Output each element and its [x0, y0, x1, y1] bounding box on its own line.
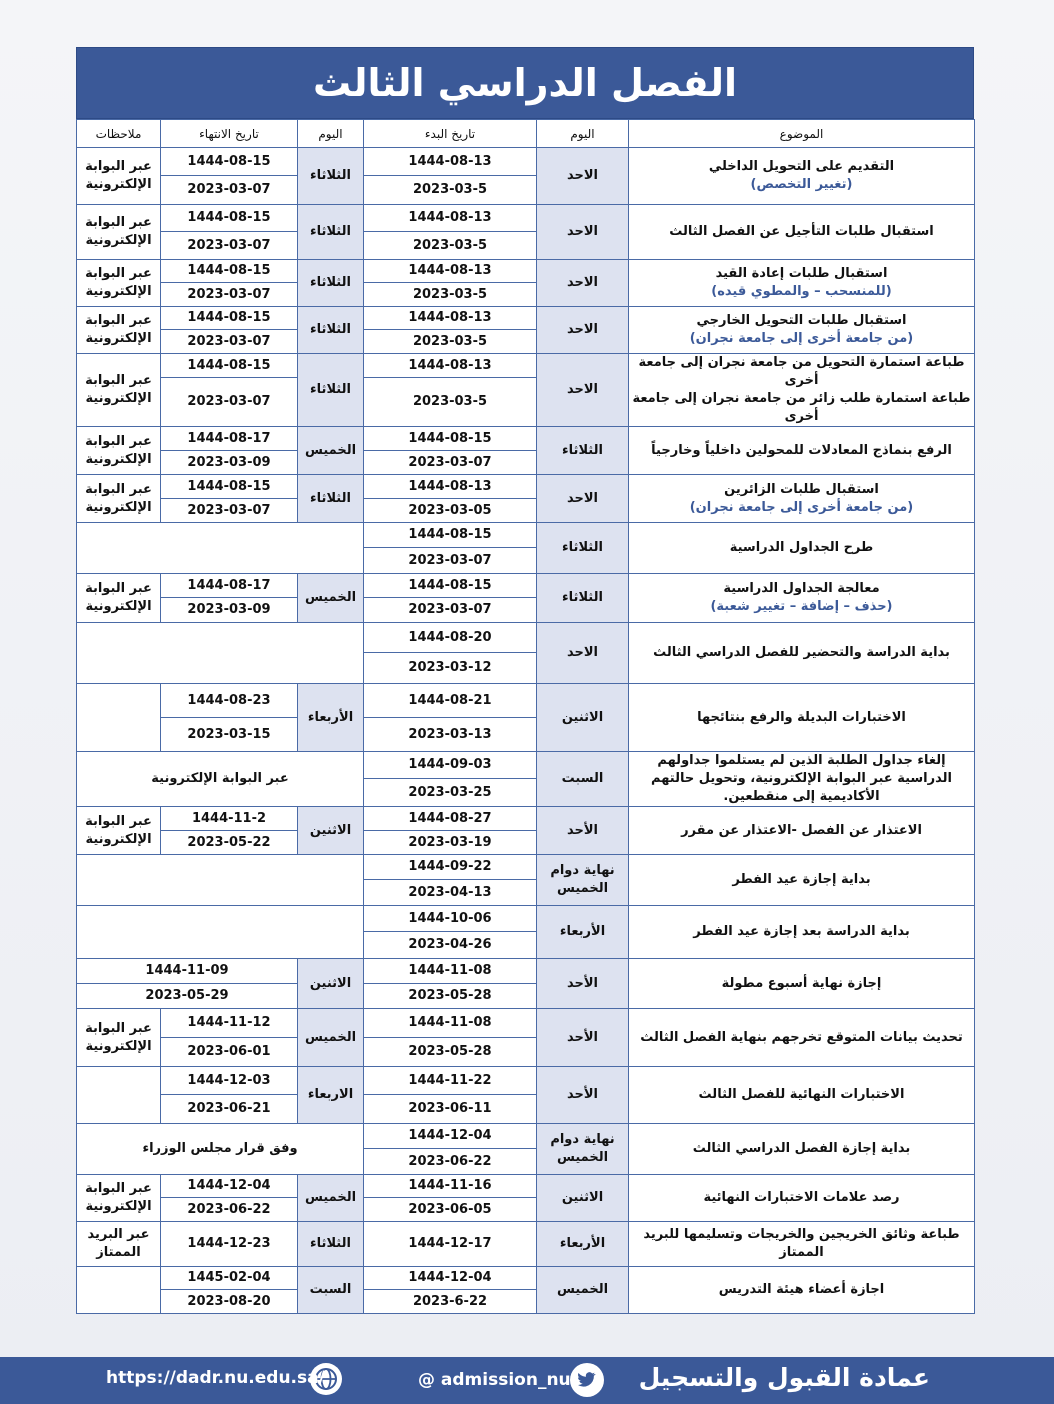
- start-date-hijri: 1444-09-03: [364, 752, 537, 779]
- start-day-cell: السبت: [537, 752, 629, 807]
- header-topic: الموضوع: [629, 120, 975, 148]
- merged-note-cell: وفق قرار مجلس الوزراء: [77, 1124, 364, 1175]
- start-date-hijri: 1444-08-20: [364, 623, 537, 653]
- start-date-hijri: 1444-08-21: [364, 684, 537, 718]
- topic-subtext: (حذف – إضافة – تغيير شعبة): [710, 599, 893, 614]
- start-date-gregorian: 2023-03-19: [364, 831, 537, 855]
- topic-text: طرح الجداول الدراسية: [729, 540, 874, 555]
- start-date-gregorian: 2023-04-26: [364, 932, 537, 959]
- header-start-date: تاريخ البدء: [364, 120, 537, 148]
- start-date-gregorian: 2023-06-22: [364, 1149, 537, 1175]
- table-row: [77, 574, 975, 598]
- topic-cell: [629, 959, 975, 1009]
- start-day-cell: الأحد: [537, 959, 629, 1009]
- table-row: [77, 855, 975, 880]
- start-day-cell: الأحد: [537, 1009, 629, 1067]
- topic-text: استقبال طلبات التحويل الخارجي: [696, 313, 907, 328]
- start-date-gregorian: 2023-03-13: [364, 718, 537, 752]
- table-row: [77, 354, 975, 378]
- notes-cell: عبر البوابة الإلكترونية: [77, 148, 161, 205]
- start-day-cell: الاحد: [537, 260, 629, 307]
- topic-cell: [629, 307, 975, 354]
- end-date-hijri: 1444-08-23: [161, 684, 298, 718]
- end-date-gregorian: 2023-03-09: [161, 451, 298, 475]
- topic-cell: [629, 1267, 975, 1314]
- merged-note-cell: عبر البوابة الإلكترونية: [77, 752, 364, 807]
- start-date-gregorian: 2023-03-5: [364, 330, 537, 354]
- start-day-cell: الاحد: [537, 623, 629, 684]
- notes-cell: [77, 1267, 161, 1314]
- topic-text: بداية إجازة الفصل الدراسي الثالث: [692, 1141, 911, 1156]
- topic-text: إلغاء جداول الطلبة الذين لم يستلموا جداولهم الدراسية عبر البوابة الإلكترونية، وتحويل حالتهم الأكاديمية إلى منقطعين.: [651, 753, 952, 804]
- end-day-cell: الخميس: [298, 1009, 364, 1067]
- start-date-hijri: 1444-08-13: [364, 205, 537, 232]
- end-day-cell: الثلاثاء: [298, 354, 364, 427]
- table-row: [77, 684, 975, 718]
- topic-text: بداية الدراسة والتحضير للفصل الدراسي الثالث: [653, 645, 950, 660]
- website-url[interactable]: https://dadr.nu.edu.sa/: [106, 1368, 325, 1388]
- start-date-gregorian: 2023-03-25: [364, 779, 537, 807]
- topic-text: استقبال طلبات التأجيل عن الفصل الثالث: [669, 224, 934, 239]
- table-row: [77, 1175, 975, 1198]
- start-date-gregorian: 2023-03-5: [364, 232, 537, 260]
- start-date-gregorian: 2023-06-11: [364, 1095, 537, 1124]
- start-day-cell: الخميس: [537, 1267, 629, 1314]
- page-title: الفصل الدراسي الثالث: [76, 47, 974, 119]
- topic-cell: [629, 752, 975, 807]
- topic-text: اجازة أعضاء هيئة التدريس: [718, 1282, 885, 1297]
- start-date-gregorian: 2023-6-22: [364, 1290, 537, 1314]
- start-day-cell: الاثنين: [537, 1175, 629, 1222]
- end-date-gregorian: 2023-06-21: [161, 1095, 298, 1124]
- start-date-gregorian: 2023-03-07: [364, 548, 537, 574]
- header-day: اليوم: [537, 120, 629, 148]
- end-day-cell: الاربعاء: [298, 1067, 364, 1124]
- end-day-cell: السبت: [298, 1267, 364, 1314]
- topic-subtext: (من جامعة أخرى إلى جامعة نجران): [689, 331, 914, 346]
- table-header-row: [77, 120, 975, 148]
- end-date-hijri: 1444-08-17: [161, 427, 298, 451]
- header-day2: اليوم: [298, 120, 364, 148]
- topic-cell: [629, 354, 975, 427]
- table-row: [77, 1009, 975, 1038]
- end-date-hijri: 1444-11-12: [161, 1009, 298, 1038]
- notes-cell: عبر البوابة الإلكترونية: [77, 1175, 161, 1222]
- end-day-cell: الثلاثاء: [298, 307, 364, 354]
- start-date-hijri: 1444-11-08: [364, 959, 537, 984]
- start-day-cell: الاحد: [537, 307, 629, 354]
- end-day-cell: الثلاثاء: [298, 260, 364, 307]
- table-row: [77, 1124, 975, 1149]
- end-day-cell: الثلاثاء: [298, 1222, 364, 1267]
- start-date-hijri: 1444-08-13: [364, 307, 537, 330]
- start-date-hijri: 1444-12-04: [364, 1267, 537, 1290]
- start-date-hijri: 1444-08-27: [364, 807, 537, 831]
- start-date-hijri: 1444-11-22: [364, 1067, 537, 1095]
- end-date-gregorian: 2023-06-01: [161, 1038, 298, 1067]
- topic-text: إجازة نهاية أسبوع مطولة: [721, 975, 882, 991]
- end-date-gregorian: 2023-05-22: [161, 831, 298, 855]
- end-date-gregorian: 2023-03-07: [161, 378, 298, 427]
- start-date-gregorian: 2023-03-5: [364, 176, 537, 205]
- table-row: [77, 1067, 975, 1095]
- topic-text: استقبال طلبات الزائرين: [724, 481, 879, 497]
- notes-cell: عبر البوابة الإلكترونية: [77, 1009, 161, 1067]
- end-day-cell: الخميس: [298, 427, 364, 475]
- header-notes: ملاحظات: [77, 120, 161, 148]
- topic-text: بداية إجازة عيد الفطر: [732, 872, 871, 887]
- topic-text: التقديم على التحويل الداخلي: [708, 159, 895, 174]
- start-date-hijri: 1444-12-17: [364, 1222, 537, 1267]
- notes-cell: عبر البوابة الإلكترونية: [77, 205, 161, 260]
- start-date-gregorian: 2023-03-07: [364, 451, 537, 475]
- end-day-cell: الخميس: [298, 1175, 364, 1222]
- table-row: [77, 523, 975, 548]
- notes-cell: عبر البوابة الإلكترونية: [77, 354, 161, 427]
- end-day-cell: الاثنين: [298, 807, 364, 855]
- start-date-hijri: 1444-08-13: [364, 475, 537, 499]
- topic-cell: [629, 623, 975, 684]
- topic-text: معالجة الجداول الدراسية: [723, 581, 880, 596]
- topic-text: الرفع بنماذج المعادلات للمحولين داخلياً وخارجياً: [651, 442, 952, 458]
- topic-cell: [629, 855, 975, 906]
- topic-subtext: (للمنسحب – والمطوي قيده): [711, 284, 892, 299]
- end-day-cell: الأربعاء: [298, 684, 364, 752]
- start-date-gregorian: 2023-04-13: [364, 880, 537, 906]
- notes-cell: [77, 1067, 161, 1124]
- end-date-gregorian: 2023-03-07: [161, 283, 298, 307]
- end-date-hijri: 1444-08-17: [161, 574, 298, 598]
- start-day-cell: الأحد: [537, 1067, 629, 1124]
- start-date-hijri: 1444-08-15: [364, 574, 537, 598]
- start-day-cell: الاحد: [537, 475, 629, 523]
- topic-cell: [629, 1222, 975, 1267]
- notes-cell: عبر البريد الممتاز: [77, 1222, 161, 1267]
- table-row: [77, 752, 975, 779]
- end-date-gregorian: 2023-03-07: [161, 330, 298, 354]
- topic-cell: [629, 260, 975, 307]
- start-date-hijri: 1444-08-13: [364, 148, 537, 176]
- notes-cell: عبر البوابة الإلكترونية: [77, 475, 161, 523]
- start-date-hijri: 1444-09-22: [364, 855, 537, 880]
- start-day-cell: الاحد: [537, 148, 629, 205]
- topic-cell: [629, 1124, 975, 1175]
- start-day-cell: الأربعاء: [537, 906, 629, 959]
- end-date-gregorian: 2023-03-15: [161, 718, 298, 752]
- topic-subtext: (من جامعة أخرى إلى جامعة نجران): [689, 499, 914, 515]
- start-date-hijri: 1444-08-15: [364, 523, 537, 548]
- merged-note-cell: [77, 623, 364, 684]
- start-date-gregorian: 2023-03-05: [364, 499, 537, 523]
- schedule-table: [76, 119, 975, 1314]
- end-day-cell: الاثنين: [298, 959, 364, 1009]
- end-date-hijri: 1444-08-15: [161, 205, 298, 232]
- topic-cell: [629, 475, 975, 523]
- start-day-cell: الأربعاء: [537, 1222, 629, 1267]
- start-date-gregorian: 2023-03-5: [364, 378, 537, 427]
- topic-cell: [629, 684, 975, 752]
- start-date-gregorian: 2023-03-12: [364, 653, 537, 684]
- end-date-hijri: 1444-08-15: [161, 354, 298, 378]
- table-row: [77, 906, 975, 932]
- start-date-gregorian: 2023-05-28: [364, 1038, 537, 1067]
- twitter-handle[interactable]: @ admission_nu: [418, 1370, 571, 1390]
- topic-text: الاختبارات النهائية للفصل الثالث: [698, 1087, 905, 1102]
- merged-note-cell: [77, 523, 364, 574]
- twitter-icon[interactable]: [570, 1363, 604, 1397]
- start-day-cell: الاثنين: [537, 684, 629, 752]
- table-row: [77, 307, 975, 330]
- topic-cell: [629, 1009, 975, 1067]
- start-day-cell: الثلاثاء: [537, 427, 629, 475]
- table-row: [77, 475, 975, 499]
- start-date-hijri: 1444-08-13: [364, 354, 537, 378]
- topic-text: تحديث بيانات المتوقع تخرجهم بنهاية الفصل الثالث: [640, 1029, 963, 1045]
- topic-text: رصد علامات الاختبارات النهائية: [703, 1190, 900, 1205]
- start-day-cell: نهاية دوام الخميس: [537, 1124, 629, 1175]
- calendar-sheet: [76, 47, 974, 1314]
- start-date-hijri: 1444-11-16: [364, 1175, 537, 1198]
- merged-note-cell: [77, 855, 364, 906]
- end-date-hijri: 1444-11-2: [161, 807, 298, 831]
- end-date-hijri: 1444-08-15: [161, 148, 298, 176]
- end-date-hijri: 1445-02-04: [161, 1267, 298, 1290]
- end-day-cell: الثلاثاء: [298, 148, 364, 205]
- notes-cell: عبر البوابة الإلكترونية: [77, 260, 161, 307]
- start-day-cell: الاحد: [537, 205, 629, 260]
- topic-cell: [629, 427, 975, 475]
- end-date-hijri: 1444-12-23: [161, 1222, 298, 1267]
- footer-bar: [0, 1357, 1054, 1404]
- start-date-gregorian: 2023-05-28: [364, 984, 537, 1009]
- start-day-cell: الاحد: [537, 354, 629, 427]
- start-day-cell: الثلاثاء: [537, 523, 629, 574]
- topic-text: طباعة وثائق الخريجين والخريجات وتسليمها للبريد الممتاز: [643, 1227, 960, 1260]
- end-date-hijri: 1444-11-09: [77, 959, 298, 984]
- topic-text: استقبال طلبات إعادة القيد: [715, 266, 888, 281]
- notes-cell: [77, 684, 161, 752]
- end-day-cell: الثلاثاء: [298, 475, 364, 523]
- table-row: [77, 623, 975, 653]
- header-end-date: تاريخ الانتهاء: [161, 120, 298, 148]
- start-day-cell: نهاية دوام الخميس: [537, 855, 629, 906]
- end-date-gregorian: 2023-03-07: [161, 176, 298, 205]
- topic-cell: [629, 523, 975, 574]
- topic-cell: [629, 1175, 975, 1222]
- end-date-gregorian: 2023-08-20: [161, 1290, 298, 1314]
- end-date-hijri: 1444-08-15: [161, 260, 298, 283]
- topic-text: الاعتذار عن الفصل -الاعتذار عن مقرر: [681, 822, 922, 838]
- topic-subtext: (تغيير التخصص): [750, 177, 853, 192]
- topic-second-line: طباعة استمارة طلب زائر من جامعة نجران إلى جامعة أخرى: [632, 391, 971, 424]
- start-date-hijri: 1444-08-13: [364, 260, 537, 283]
- topic-cell: [629, 574, 975, 623]
- footer-brand: عمادة القبول والتسجيل: [638, 1363, 930, 1392]
- end-date-gregorian: 2023-05-29: [77, 984, 298, 1009]
- table-row: [77, 205, 975, 232]
- table-row: [77, 807, 975, 831]
- start-date-hijri: 1444-12-04: [364, 1124, 537, 1149]
- topic-cell: [629, 148, 975, 205]
- topic-text: الاختبارات البديلة والرفع بنتائجها: [697, 709, 906, 725]
- end-date-hijri: 1444-08-15: [161, 475, 298, 499]
- topic-cell: [629, 205, 975, 260]
- table-row: [77, 427, 975, 451]
- start-date-hijri: 1444-08-15: [364, 427, 537, 451]
- topic-cell: [629, 906, 975, 959]
- end-date-hijri: 1444-12-03: [161, 1067, 298, 1095]
- end-date-gregorian: 2023-03-07: [161, 499, 298, 523]
- table-row: [77, 959, 975, 984]
- end-date-gregorian: 2023-03-07: [161, 232, 298, 260]
- notes-cell: عبر البوابة الإلكترونية: [77, 807, 161, 855]
- end-day-cell: الثلاثاء: [298, 205, 364, 260]
- start-date-gregorian: 2023-03-5: [364, 283, 537, 307]
- end-date-hijri: 1444-08-15: [161, 307, 298, 330]
- end-day-cell: الخميس: [298, 574, 364, 623]
- end-date-hijri: 1444-12-04: [161, 1175, 298, 1198]
- end-date-gregorian: 2023-03-09: [161, 598, 298, 623]
- topic-cell: [629, 807, 975, 855]
- notes-cell: عبر البوابة الإلكترونية: [77, 427, 161, 475]
- merged-note-cell: [77, 906, 364, 959]
- end-date-gregorian: 2023-06-22: [161, 1198, 298, 1222]
- start-date-gregorian: 2023-03-07: [364, 598, 537, 623]
- start-date-hijri: 1444-10-06: [364, 906, 537, 932]
- table-row: [77, 1222, 975, 1267]
- topic-cell: [629, 1067, 975, 1124]
- topic-text: بداية الدراسة بعد إجازة عيد الفطر: [693, 924, 910, 939]
- notes-cell: عبر البوابة الإلكترونية: [77, 574, 161, 623]
- start-date-hijri: 1444-11-08: [364, 1009, 537, 1038]
- topic-text: طباعة استمارة التحويل من جامعة نجران إلى جامعة أخرى: [638, 355, 965, 388]
- table-row: [77, 260, 975, 283]
- start-date-gregorian: 2023-06-05: [364, 1198, 537, 1222]
- table-row: [77, 1267, 975, 1290]
- notes-cell: عبر البوابة الإلكترونية: [77, 307, 161, 354]
- start-day-cell: الثلاثاء: [537, 574, 629, 623]
- table-row: [77, 148, 975, 176]
- start-day-cell: الأحد: [537, 807, 629, 855]
